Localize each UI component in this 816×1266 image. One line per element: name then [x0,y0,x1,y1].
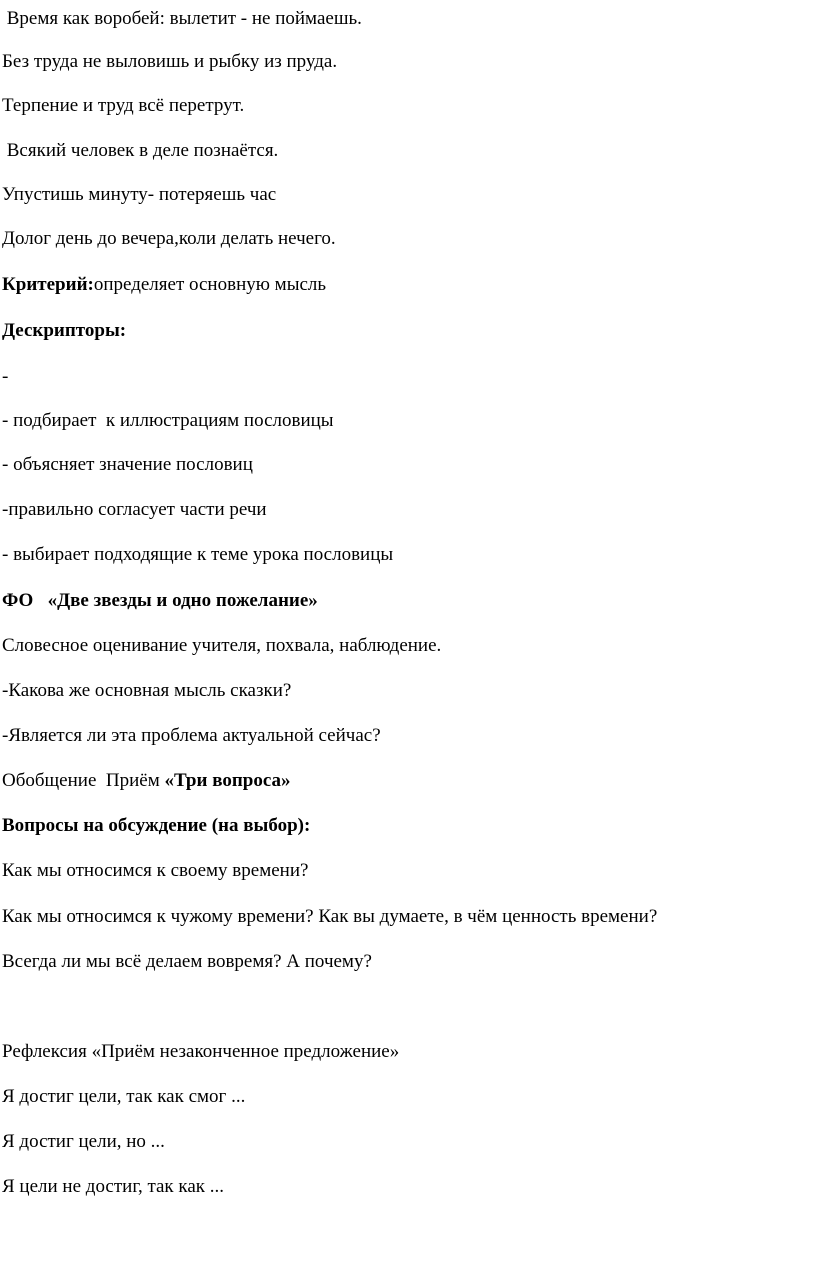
discussion-question: Как мы относимся к своему времени? [2,860,309,881]
descriptor-empty: - [2,366,9,387]
descriptor-item: -правильно согласует части речи [2,499,267,520]
proverb-long-day: Долог день до вечера,коли делать нечего. [2,228,336,249]
reflection-sentence: Я цели не достиг, так как ... [2,1176,225,1197]
discussion-question: Всегда ли мы всё делаем вовремя? А почему? [2,951,372,972]
criterion-line [2,273,326,297]
formative-assessment-heading: ФО «Две звезды и одно пожелание» [2,590,318,611]
reflection-sentence: Я достиг цели, но ... [2,1131,165,1152]
descriptor-item: - подбирает к иллюстрациям пословицы [2,410,334,431]
reflection-sentence: Я достиг цели, так как смог ... [2,1086,246,1107]
descriptors-heading: Дескрипторы: [2,320,127,341]
proverb-person-in-deed: Всякий человек в деле познаётся. [2,140,279,161]
proverb-minute-hour: Упустишь минуту- потеряешь час [2,184,277,205]
descriptor-item: - выбирает подходящие к теме урока пословицы [2,544,394,565]
proverb-patience: Терпение и труд всё перетрут. [2,95,245,116]
criterion-text: определяет основную мысль [93,274,327,295]
verbal-assessment-text: Словесное оценивание учителя, похвала, наблюдение. [2,635,442,656]
discussion-question: Как мы относимся к чужому времени? Как вы думаете, в чём ценность времени? [2,906,658,927]
descriptor-item: - объясняет значение пословиц [2,454,253,475]
question-relevance: -Является ли эта проблема актуальной сейчас? [2,725,381,746]
three-questions-technique: «Три вопроса» [164,770,291,791]
generalization-line [2,769,291,793]
discussion-questions-heading: Вопросы на обсуждение (на выбор): [2,815,311,836]
question-main-idea: -Какова же основная мысль сказки? [2,680,292,701]
proverb-no-effort: Без труда не выловишь и рыбку из пруда. [2,51,338,72]
reflection-heading: Рефлексия «Приём незаконченное предложение» [2,1041,400,1062]
generalization-label: Обобщение Приём [2,770,165,791]
proverb-time-sparrow: Время как воробей: вылетит - не поймаешь. [2,8,362,29]
criterion-label: Критерий: [2,274,94,295]
